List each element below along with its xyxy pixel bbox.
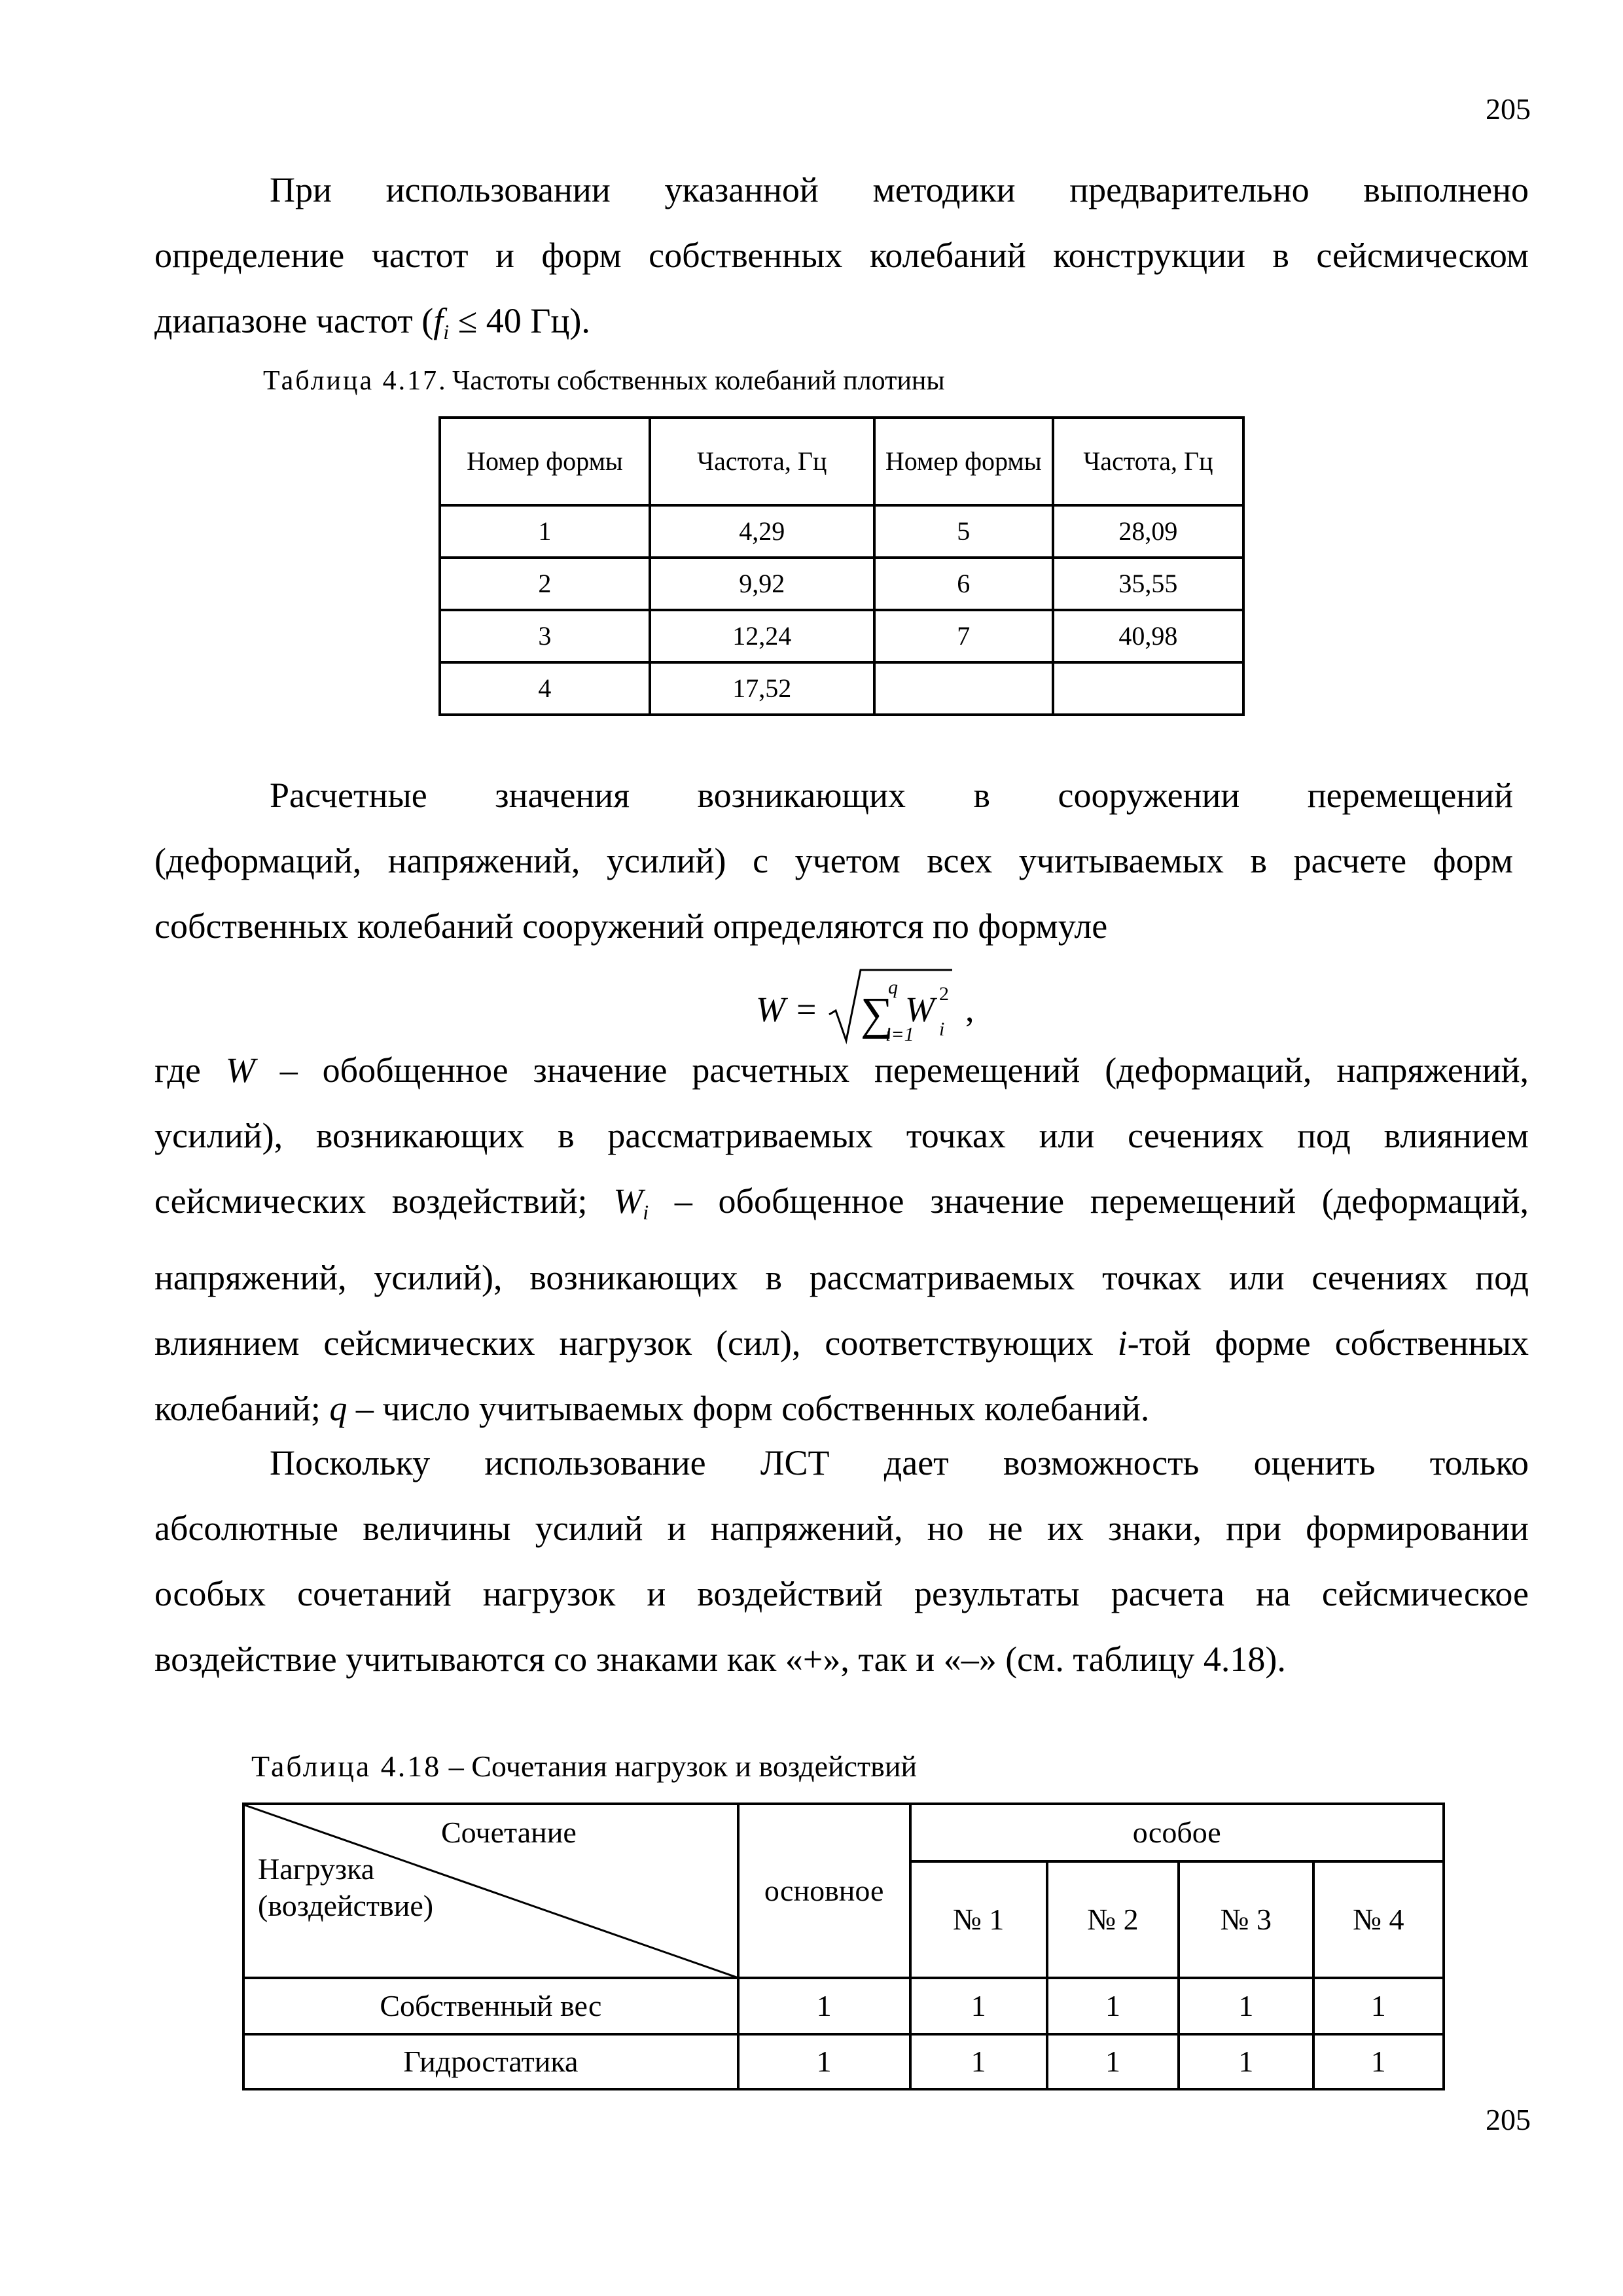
paragraph-calc: [154, 762, 1513, 959]
column-special-header: особое: [910, 1804, 1444, 1861]
paragraph-lst-line-3: особых сочетаний нагрузок и воздействий результаты расчета на сейсмическое: [154, 1574, 1529, 1613]
table-cell: 2: [440, 558, 650, 610]
paragraph-calc-line-3: собственных колебаний сооружений определяются по формуле: [154, 906, 1108, 946]
formula-term-sub: i: [939, 1018, 945, 1040]
table-cell: 3: [440, 610, 650, 662]
header-cell: Номер формы: [440, 418, 650, 505]
table-cell: 40,98: [1053, 610, 1243, 662]
formula-sum-lower: i=1: [885, 1024, 914, 1045]
paragraph-definitions-line-6: колебаний; q – число учитываемых форм собственных колебаний.: [154, 1389, 1150, 1428]
table-cell: 35,55: [1053, 558, 1243, 610]
table-4-18-caption: Таблица 4.18 – Сочетания нагрузок и воздействий: [251, 1749, 918, 1783]
subheader-cell: № 1: [910, 1861, 1047, 1978]
page-number-top: 205: [1486, 92, 1531, 126]
corner-label-bottom-1: Нагрузка: [258, 1852, 375, 1886]
formula-lhs: W: [756, 990, 785, 1029]
header-cell: Частота, Гц: [1053, 418, 1243, 505]
table-cell: 1: [1179, 2034, 1313, 2089]
table-row: [243, 2034, 1444, 2089]
paragraph-intro-line-3: диапазоне частот ($f_i \le 40$ Гц).: [154, 301, 590, 344]
table-cell: 28,09: [1053, 505, 1243, 558]
corner-label-bottom-2: (воздействие): [258, 1889, 434, 1922]
table-cell: 1: [1047, 2034, 1179, 2089]
header-cell: Номер формы: [874, 418, 1053, 505]
table-cell: [1053, 662, 1243, 715]
paragraph-intro: [154, 157, 1529, 288]
formula-term-sup: 2: [939, 983, 949, 1005]
table-cell: 4,29: [650, 505, 874, 558]
paragraph-calc-line-2: (деформаций, напряжений, усилий) с учетом всех учитываемых в расчете форм: [154, 841, 1513, 880]
corner-label-top: Сочетание: [441, 1816, 577, 1849]
table-cell: [874, 662, 1053, 715]
table-cell: 9,92: [650, 558, 874, 610]
table-cell: 12,24: [650, 610, 874, 662]
table-cell: 1: [1179, 1978, 1313, 2034]
paragraph-intro-line-2: определение частот и форм собственных колебаний конструкции в сейсмическом: [154, 236, 1529, 275]
paragraph-lst-line-4: воздействие учитываются со знаками как «+», так и «–» (см. таблицу 4.18).: [154, 1640, 1286, 1679]
row-label: Собственный вес: [243, 1978, 738, 2034]
formula: [756, 962, 1018, 1047]
paragraph-definitions-line-1: где W – обобщенное значение расчетных перемещений (деформаций, напряжений,: [154, 1050, 1529, 1090]
table-cell: 1: [1047, 1978, 1179, 2034]
paragraph-definitions-line-2: усилий), возникающих в рассматриваемых точках или сечениях под влиянием: [154, 1116, 1529, 1155]
table-row: [440, 610, 1243, 662]
formula-equals: =: [796, 990, 817, 1029]
table-cell: 17,52: [650, 662, 874, 715]
table-cell: 1: [910, 1978, 1047, 2034]
paragraph-calc-line-1: Расчетные значения возникающих в сооружении перемещений: [270, 776, 1513, 815]
sum-sign-icon: ∑: [861, 989, 893, 1039]
paragraph-definitions-line-4: напряжений, усилий), возникающих в рассматриваемых точках или сечениях под: [154, 1258, 1529, 1297]
formula-sum-upper: q: [888, 977, 898, 998]
header-cell: Частота, Гц: [650, 418, 874, 505]
table-cell: 1: [1313, 2034, 1444, 2089]
paragraph-definitions: [154, 1037, 1529, 1441]
table-row: [243, 1978, 1444, 2034]
table-4-17: [438, 416, 1245, 716]
table-header-row: [440, 418, 1243, 505]
table-cell: 1: [910, 2034, 1047, 2089]
table-row: [440, 558, 1243, 610]
paragraph-lst-line-2: абсолютные величины усилий и напряжений, но не их знаки, при формировании: [154, 1509, 1529, 1548]
formula-svg: [756, 962, 1031, 1047]
formula-comma: ,: [965, 990, 974, 1029]
paragraph-lst: [154, 1430, 1529, 1692]
subheader-cell: № 2: [1047, 1861, 1179, 1978]
row-label: Гидростатика: [243, 2034, 738, 2089]
table-cell: 7: [874, 610, 1053, 662]
subheader-cell: № 3: [1179, 1861, 1313, 1978]
table-4-17-caption: Таблица 4.17. Частоты собственных колебаний плотины: [263, 366, 945, 396]
table-cell: 6: [874, 558, 1053, 610]
paragraph-lst-line-1: Поскольку использование ЛСТ дает возможность оценить только: [270, 1443, 1529, 1482]
table-cell: 1: [1313, 1978, 1444, 2034]
subheader-cell: № 4: [1313, 1861, 1444, 1978]
table-row: [440, 505, 1243, 558]
table-cell: 1: [440, 505, 650, 558]
formula-term: W: [905, 990, 935, 1029]
table-cell: 5: [874, 505, 1053, 558]
paragraph-definitions-line-3: сейсмических воздействий; $W_i$ – обобщенное значение перемещений (деформаций,: [154, 1181, 1529, 1224]
table-4-18: [242, 1803, 1445, 2090]
table-cell: 1: [738, 1978, 910, 2034]
table-header-row: [243, 1804, 1444, 1861]
table-cell: 4: [440, 662, 650, 715]
paragraph-intro-line-1: При использовании указанной методики предварительно выполнено: [270, 170, 1529, 209]
table-cell: 1: [738, 2034, 910, 2089]
corner-header-cell: [243, 1804, 738, 1978]
table-row: [440, 662, 1243, 715]
page-number-bottom: 205: [1486, 2103, 1531, 2136]
paragraph-definitions-line-5: влиянием сейсмических нагрузок (сил), соответствующих i-той форме собственных: [154, 1323, 1529, 1363]
column-main-header: основное: [738, 1804, 910, 1978]
